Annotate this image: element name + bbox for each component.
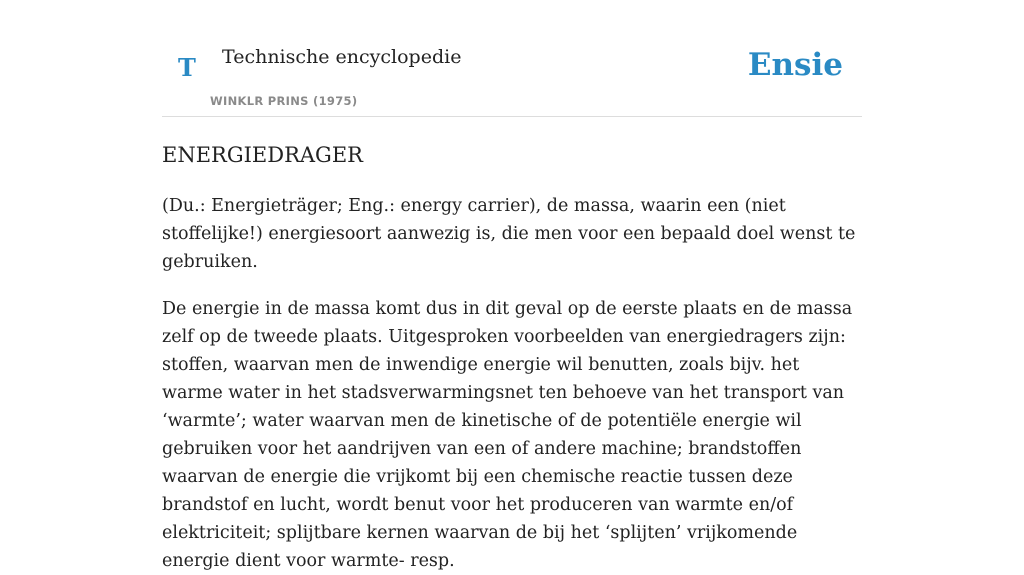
article-paragraph: (Du.: Energieträger; Eng.: energy carrier), de massa, waarin een (niet stoffelijke!) energiesoort aanwezig is, die men voor een bepaald doel wenst te gebruiken. <box>162 196 856 272</box>
source-logo-icon[interactable]: T <box>178 53 196 82</box>
source-title-link[interactable]: Technische encyclopedie <box>222 46 462 68</box>
source-edition: WINKLR PRINS (1975) <box>210 94 358 108</box>
brand-logo[interactable]: Ensie <box>747 47 843 83</box>
article-title: ENERGIEDRAGER <box>162 143 363 167</box>
source-header <box>162 0 862 117</box>
article-body <box>162 140 862 575</box>
article-paragraph: De energie in de massa komt dus in dit geval op de eerste plaats en de massa zelf op de tweede plaats. Uitgesproken voorbeelden van energiedragers zijn: stoffen, waarvan men de inwendige energie wil benutten, zoals bijv. het warme water in het stadsverwarmingsnet ten behoeve van het transport van ‘warmte’; water waarvan men de kinetische of de potentiële energie wil gebruiken voor het aandrijven van een of andere machine; brandstoffen waarvan de energie die vrijkomt bij een chemische reactie tussen deze brandstof en lucht, wordt benut voor het produceren van warmte en/of elektriciteit; splijtbare kernen waarvan de bij het ‘splijten’ vrijkomende energie dient voor warmte- resp. <box>162 299 853 571</box>
